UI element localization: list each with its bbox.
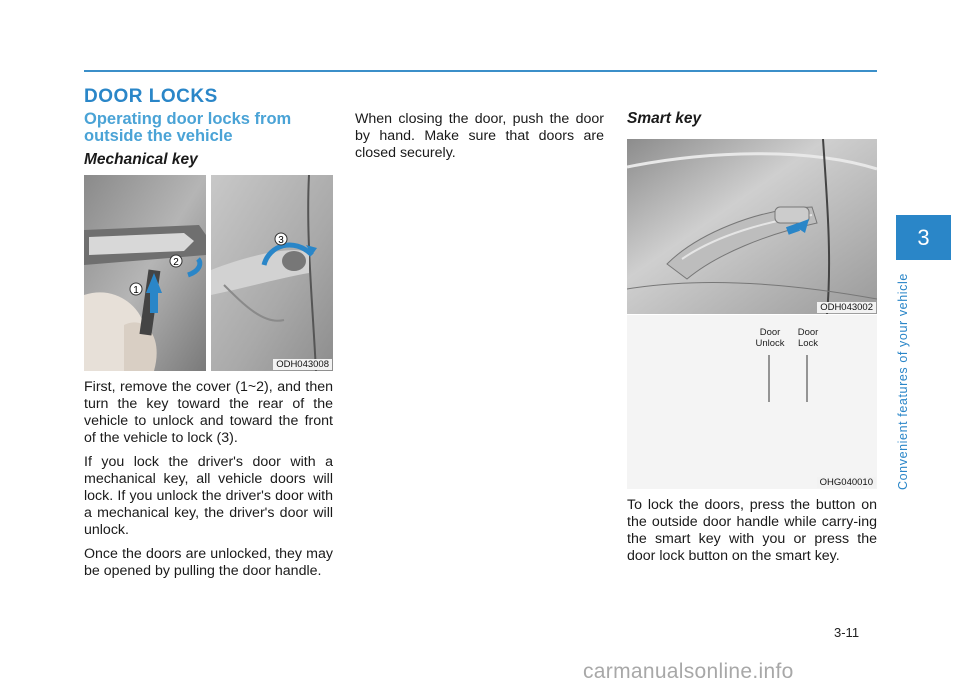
callout-3: 3 bbox=[278, 235, 284, 246]
top-rule bbox=[84, 70, 877, 72]
page-number: 3-11 bbox=[834, 625, 860, 640]
chapter-tab: 3 bbox=[896, 215, 951, 260]
callout-2: 2 bbox=[173, 257, 179, 268]
callout-1: 1 bbox=[133, 285, 139, 296]
paragraph: Once the doors are unlocked, they may be opened by pulling the door handle. bbox=[84, 546, 333, 579]
mechanical-key-subheading: Mechanical key bbox=[84, 151, 198, 168]
figure-code-smart-door: ODH043002 bbox=[817, 302, 876, 313]
leader-lines bbox=[627, 315, 877, 489]
section-heading: Operating door locks from outside the vehicle bbox=[84, 110, 292, 145]
smart-key-door-figure bbox=[627, 139, 877, 314]
section-title: DOOR LOCKS bbox=[84, 86, 218, 107]
mechanical-key-illustration bbox=[84, 175, 333, 371]
door-handle-illustration bbox=[627, 139, 877, 314]
paragraph: When closing the door, push the door by hand. Make sure that doors are closed securely. bbox=[355, 111, 604, 161]
smart-key-text bbox=[627, 497, 877, 572]
door-unlock-label: Door Unlock bbox=[755, 327, 785, 349]
middle-column-text bbox=[355, 111, 604, 169]
mechanical-key-figure bbox=[84, 175, 333, 371]
smart-key-fob-figure bbox=[627, 315, 877, 489]
paragraph: First, remove the cover (1~2), and then turn the key toward the rear of the vehicle to unlock and toward the front of the vehicle to lock (3). bbox=[84, 379, 333, 446]
paragraph: To lock the doors, press the button on the outside door handle while carry-ing the smart key with you or press the door lock button on the smart key. bbox=[627, 497, 877, 564]
door-lock-label: Door Lock bbox=[797, 327, 819, 349]
figure-code-smart-fob: OHG040010 bbox=[817, 477, 876, 488]
paragraph: If you lock the driver's door with a mechanical key, all vehicle doors will lock. If you unlock the driver's door with a mechanical key, the driver's door will unlock. bbox=[84, 454, 333, 538]
mechanical-key-text bbox=[84, 379, 333, 587]
figure-code-mechanical: ODH043008 bbox=[273, 359, 332, 370]
watermark: carmanualsonline.info bbox=[583, 660, 794, 683]
smart-key-subheading: Smart key bbox=[627, 110, 702, 127]
